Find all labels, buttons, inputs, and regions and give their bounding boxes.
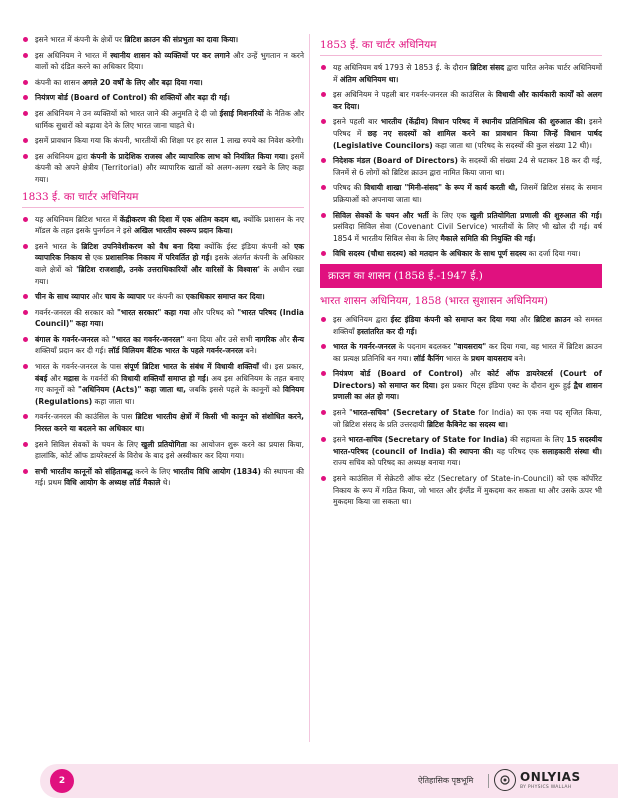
bullet-icon (321, 158, 326, 163)
bullet-text: और (276, 334, 293, 344)
bullet-text: स्थानीय शासन को व्यक्तियों पर कर लगाने (110, 50, 230, 60)
bullet-text: करने के लिए (132, 466, 173, 476)
bullet-text: विनियम (Regulations) (35, 385, 304, 406)
bullet-text: बने। (243, 346, 257, 356)
bullet-icon (321, 317, 326, 322)
bullet-text: पर कंपनी का (145, 292, 186, 302)
bullet-text: इस अधिनियम द्वारा (35, 151, 91, 161)
bullet-text: इसने " (333, 408, 353, 418)
bullet-item (22, 241, 304, 287)
bullet-text: प्रथम वायसराय (470, 353, 513, 363)
bullet-text: इसमें कंपनी को अपने क्षेत्रीय (Territorial) और व्यापारिक खातों को अलग-अलग रखने के लिए कहा गया। (35, 151, 304, 184)
bullet-text: का आयोजन शुरू करने का प्रयास किया, हालांकि, कोर्ट ऑफ डायरेक्टर्स के विरोध के बाद इसे अस्वीकार कर दिया गया। (35, 439, 304, 461)
bullet-item (22, 34, 304, 46)
bullet-text: द्वारा पारित अनेक चार्टर अधिनियमों में (333, 63, 603, 84)
bullet-item (22, 77, 304, 89)
bullet-icon (321, 213, 326, 218)
bullet-item (320, 116, 602, 151)
bullet-text: के लिए एक (428, 210, 471, 220)
bullet-item (22, 291, 304, 303)
bullet-icon (23, 37, 28, 42)
bullet-text: भारत-सचिव (Secretary of State for India) (348, 435, 508, 445)
bullet-text: के गवर्नरों की (79, 373, 122, 383)
bullet-text: के पदनाम बदलकर (395, 342, 454, 352)
bullet-item (320, 341, 602, 364)
bullet-text: सैन्य (292, 334, 304, 344)
footer-divider (488, 774, 489, 788)
bullet-text: भारतीय (केंद्रीय) विधान परिषद में स्थानीय प्रतिनिधित्व की शुरुआत की। (380, 117, 586, 127)
bullet-text: इसने भारत में कंपनी के क्षेत्रों पर (35, 35, 125, 44)
bullet-item (22, 334, 304, 357)
bullet-text: "वायसराय" (453, 342, 487, 352)
bullet-text: शक्तियाँ प्रदान कर दी गई। (35, 346, 109, 356)
bullet-icon (321, 251, 326, 256)
bullet-text: विधायी शक्तियाँ समाप्त हो गई। (121, 373, 209, 383)
bullet-text: ब्रिटिश क्राउन (533, 314, 571, 324)
bullet-text: और (47, 373, 64, 383)
bullet-icon (23, 111, 28, 116)
bullet-text: और (89, 292, 105, 302)
charter-1833-list (22, 214, 304, 489)
bullet-text: क्योंकि ईस्ट इंडिया कंपनी को (200, 241, 295, 251)
bullet-text: बंगाल के गवर्नर-जनरल (35, 334, 99, 344)
bullet-icon (23, 80, 28, 85)
bullet-text: ईसाई मिशनरियों (219, 108, 264, 118)
bullet-icon (321, 437, 326, 442)
bullet-text: इसने काउंसिल में सेक्रेटरी ऑफ स्टेट (Secretary of State-in-Council) को एक कॉर्पोरेट निकाय के रूप में गठित किया, जो भारत और इंग्लैंड में मुकदमा कर सकता था और उसके ऊपर भी मुकदमा किया जा सकता था। (333, 474, 602, 507)
bullet-icon (23, 442, 28, 447)
bullet-text: इसने भारत के (35, 241, 82, 251)
bullet-text: 15 सदस्यीय भारत-परिषद (council of India) की स्थापना की। (333, 435, 602, 456)
bullet-text: सलाहकारी संस्था थी। (542, 446, 602, 456)
bullet-text: "भारत परिषद (India Council)" कहा गया। (35, 307, 304, 329)
bullet-text: भारत के गवर्नर-जनरल के पास (35, 362, 125, 372)
bullet-text: अखिल भारतीय स्वरूप प्रदान किया। (134, 226, 233, 236)
bullet-text: और (462, 369, 488, 379)
bullet-text: विधायी और कार्यकारी कार्यों को अलग कर दिया। (333, 90, 602, 111)
bullet-text: 'ब्रिटिश राजशाही, उनके उत्तराधिकारियों और वारिसों के विश्वास' (76, 264, 260, 274)
bullet-item (320, 155, 602, 178)
footer-section-title: ऐतिहासिक पृष्ठभूमि (418, 776, 474, 785)
bullet-text: विधि आयोग के अध्यक्ष लॉर्ड मैकाले (64, 478, 161, 488)
bullet-text: अब इस अधिनियम के तहत बनाए गए कानूनों को (35, 373, 304, 395)
heading-govt-of-india-act-1858: भारत शासन अधिनियम, 1858 (भारत सुशासन अधिनियम) (320, 294, 548, 307)
bullet-text: कंपनी का शासन (35, 77, 83, 87)
bullet-icon (321, 185, 326, 190)
bullet-item (320, 62, 602, 85)
bullet-text: इस प्रकार पिट्स इंडिया एक्ट के दौरान शुरू हुई (437, 380, 574, 390)
bullet-text: कर दिया गया, वह भारत में ब्रिटिश क्राउन का प्रत्यक्ष प्रतिनिधि बन गया। (333, 342, 603, 363)
bullet-item (22, 214, 304, 237)
logo-emblem-icon (494, 769, 516, 791)
act-1858-list (320, 314, 602, 508)
bullet-text: बने। (512, 353, 526, 363)
charter-1853-list (320, 62, 602, 260)
bullet-text: लॉर्ड विलियम बैंटिक भारत के पहले गवर्नर-जनरल (108, 346, 244, 356)
bullet-text: विधि सदस्य (चौथा सदस्य) को मतदान के अधिकार के साथ पूर्ण सदस्य (333, 249, 527, 259)
bullet-text: राज्य सचिव को परिषद का अध्यक्ष बनाया गया। (333, 458, 461, 468)
bullet-icon (321, 92, 326, 97)
bullet-icon (321, 371, 326, 376)
left-column (22, 34, 304, 493)
bullet-text: हस्तांतरित कर दी गई। (357, 326, 418, 336)
bullet-text: मैकाले समिति की नियुक्ति की गई। (440, 233, 536, 243)
bullet-icon (321, 65, 326, 70)
bullet-text: की स्थापना की गई। प्रथम (35, 466, 304, 488)
bullet-text: यह परिषद एक (493, 446, 543, 456)
bullet-text: और उन्हें भुगतान न करने वालों को दंडित करने का अधिकार दिया। (35, 50, 304, 72)
bullet-text: ब्रिटिश भारतीय क्षेत्रों में किसी भी कानून को संशोधित करने, निरस्त करने या बदलने का अधिकार था। (35, 412, 304, 434)
bullet-text: इस अधिनियम ने उन व्यक्तियों को भारत जाने की अनुमति दे दी जो (35, 108, 220, 118)
bullet-text: और (516, 314, 534, 324)
bullet-text: इस अधिनियम द्वारा (333, 314, 391, 324)
bullet-text: अगले 20 वर्षों के लिए और बढ़ा दिया गया। (82, 77, 203, 87)
bullet-text: को (98, 334, 112, 344)
bullet-text: कंपनी के प्रादेशिक राजस्व और व्यापारिक लाभ को नियंत्रित किया गया। (90, 151, 288, 161)
bullet-text: थे। (160, 478, 171, 488)
bullet-text: भारत-सचिव (352, 408, 387, 418)
logo-text: ONLYIAS (520, 770, 581, 784)
bullet-item (320, 210, 602, 245)
bullet-text: भारत के (443, 353, 471, 363)
bullet-icon (23, 414, 28, 419)
bullet-text: खुली प्रतियोगिता प्रणाली की शुरुआत की गई। (470, 210, 603, 220)
bullet-icon (321, 344, 326, 349)
bullet-item (22, 135, 304, 147)
bullet-icon (23, 310, 28, 315)
bullet-icon (23, 294, 28, 299)
bullet-text: इसने परिषद में (333, 117, 602, 138)
bullet-item (320, 434, 602, 469)
bullet-item (22, 466, 304, 489)
onlyias-logo (494, 769, 604, 793)
bullet-text: परिषद की (333, 183, 365, 193)
bullet-text: (Secretary of State (392, 408, 476, 418)
bullet-item (22, 108, 304, 131)
bullet-text: इसने (333, 435, 349, 445)
bullet-text: इसने सिविल सेवकों के चयन के लिए (35, 439, 142, 449)
bullet-text: जबकि इससे पहले के कानूनों को (185, 385, 283, 395)
heading-1833-charter: 1833 ई. का चार्टर अधिनियम (22, 190, 304, 208)
bullet-text: बंबई (35, 373, 48, 383)
bullet-text: की सहायता के लिए (507, 435, 567, 445)
bullet-text: सिविल सेवकों के चयन और भर्ती (333, 210, 429, 220)
bullet-text: भारत के गवर्नर-जनरल (333, 342, 396, 352)
bullet-text: छह नए सदस्यों को शामिल करने का प्रावधान किया जिन्हें विधान पार्षद (Legislative Councilors) (333, 128, 602, 150)
bullet-text: for India) का एक नया पद सृजित किया, जो ब्रिटिश संसद के प्रति उत्तरदायी (333, 408, 602, 429)
bullet-text: के नैतिक और धार्मिक सुधारों को बढ़ावा देने के लिए भारत जाना चाहते थे। (35, 108, 305, 130)
bullet-text: एक (90, 253, 106, 263)
bullet-text: नियंत्रण बोर्ड (Board of Control) (333, 369, 463, 379)
bullet-text: संपूर्ण ब्रिटिश भारत के संबंध में विधायी शक्तियाँ (124, 362, 259, 372)
bullet-icon (321, 476, 326, 481)
bullet-text: खुली प्रतियोगिता (141, 439, 187, 449)
bullet-text: के अधीन रखा गया। (35, 264, 304, 286)
bullet-item (22, 50, 304, 73)
bullet-icon (23, 95, 28, 100)
bullet-text: मद्रास (63, 373, 80, 383)
bullet-text: "भारत सरकार" कहा गया (116, 307, 190, 317)
bullet-item (22, 151, 304, 186)
bullet-text: गवर्नर-जनरल की काउंसिल के पास (35, 412, 136, 422)
bullet-text: कोर्ट ऑफ डायरेक्टर्स (Court of Directors) को समाप्त कर दिया। (333, 369, 602, 390)
bullet-item (22, 411, 304, 434)
bullet-item (22, 307, 304, 330)
bullet-icon (23, 217, 28, 222)
bullet-icon (23, 154, 28, 159)
bullet-item (320, 248, 602, 260)
bullet-text: एकाधिकार समाप्त कर दिया। (185, 292, 265, 302)
logo-subtext: BY PHYSICS WALLAH (520, 785, 572, 790)
bullet-icon (23, 469, 28, 474)
heading-crown-rule: क्राउन का शासन (1858 ई.-1947 ई.) (320, 264, 602, 288)
bullet-icon (23, 244, 28, 249)
bullet-text: द्वैध शासन प्रणाली का अंत हो गया। (333, 380, 602, 402)
bullet-text: चीन के साथ व्यापार (35, 292, 90, 302)
bullet-text: थी। इस प्रकार, (258, 362, 304, 372)
bullet-text: क्योंकि प्रशासन के नए मॉडल के तहत इसके पुनर्गठन ने इसे (35, 214, 304, 236)
bullet-text: इस अधिनियम ने पहली बार गवर्नर-जनरल की काउंसिल के (333, 90, 496, 100)
bullet-text: इसमें प्रावधान किया गया कि कंपनी, भारतीयों की शिक्षा पर हर साल 1 लाख रुपये का निवेश करेगी। (35, 136, 304, 146)
bullet-item (320, 473, 602, 508)
bullet-text: इसके अंतर्गत कंपनी के अधिकार वाले क्षेत्रों को (35, 253, 304, 274)
bullet-text: भारतीय विधि आयोग (1834) (172, 466, 261, 476)
bullet-text: कहा जाता था (परिषद के सदस्यों की कुल संख्या 12 थी)। (432, 140, 592, 150)
intro-list (22, 34, 304, 186)
bullet-item (320, 182, 602, 205)
page-footer (0, 764, 618, 800)
bullet-icon (321, 410, 326, 415)
bullet-text: अंतिम अधिनियम था। (339, 74, 399, 84)
bullet-text: नागरिक (255, 334, 277, 344)
bullet-item (22, 361, 304, 407)
bullet-text: "भारत का गवर्नर-जनरल" (111, 334, 185, 344)
bullet-text: " (386, 408, 393, 418)
bullet-icon (23, 53, 28, 58)
bullet-item (320, 314, 602, 337)
bullet-icon (321, 119, 326, 124)
bullet-text: यह अधिनियम ब्रिटिश भारत में (35, 214, 120, 224)
bullet-icon (23, 337, 28, 342)
bullet-text: प्रशासनिक निकाय में परिवर्तित हो गई। (105, 253, 213, 263)
bullet-text: यह अधिनियम वर्ष 1793 से 1853 ई. के दौरान (333, 63, 471, 72)
bullet-icon (23, 364, 28, 369)
bullet-icon (23, 138, 28, 143)
bullet-item (320, 89, 602, 112)
bullet-item (320, 368, 602, 403)
bullet-text: ईस्ट इंडिया कंपनी को समाप्त कर दिया गया (390, 314, 517, 324)
bullet-text: ब्रिटिश क्राउन की संप्रभुता का दावा किया। (124, 35, 239, 44)
bullet-text: "अधिनियम (Acts)" कहा जाता था, (77, 385, 186, 395)
bullet-text: और परिषद को (189, 307, 238, 317)
bullet-text: बना दिया और उसे सभी (184, 334, 256, 344)
bullet-text: केंद्रीकरण की दिशा में एक अंतिम कदम था, (119, 214, 241, 224)
bullet-text: इसने पहली बार (333, 117, 381, 127)
right-column (320, 38, 602, 512)
heading-1853-charter: 1853 ई. का चार्टर अधिनियम (320, 38, 602, 56)
bullet-text: ब्रिटिश संसद (470, 63, 505, 72)
bullet-text: के सदस्यों की संख्या 24 से घटाकर 18 कर दी गई, जिनमें से 6 लोगों को ब्रिटिश क्राउन द्वारा नामित किया जाना था। (333, 156, 603, 177)
page-number: 2 (50, 769, 74, 793)
bullet-text: कहा जाता था। (92, 396, 135, 406)
bullet-item (320, 407, 602, 430)
bullet-text: विधायी शाखा "मिनी-संसद" के रूप में कार्य करती थी, (364, 183, 518, 193)
bullet-text: ब्रिटिश उपनिवेशीकरण को वैध बना दिया (81, 241, 201, 251)
bullet-text: चाय के व्यापार (104, 292, 146, 302)
bullet-item (22, 439, 304, 462)
bullet-item (22, 92, 304, 104)
bullet-text: नियंत्रण बोर्ड (Board of Control) की शक्तियों और बढ़ा दी गई। (35, 93, 230, 103)
bullet-text: एक व्यापारिक निकाय से (35, 241, 304, 263)
bullet-text: ब्रिटिश कैबिनेट का सदस्य था। (426, 419, 508, 429)
bullet-text: को समस्त शक्तियाँ (333, 314, 603, 336)
bullet-text: प्रसंविदा सिविल सेवा (Covenant Civil Service) भारतीयों के लिए भी खोल दी गई। वर्ष 1854 में भारतीय सिविल सेवा के लिए (333, 222, 602, 243)
bullet-text: लॉर्ड कैनिंग (413, 353, 444, 363)
bullet-text: निदेशक मंडल (Board of Directors) (333, 156, 458, 166)
bullet-text: सभी भारतीय कानूनों को संहिताबद्ध (35, 466, 133, 476)
bullet-text: का दर्जा दिया गया। (526, 249, 581, 259)
bullet-text: गवर्नर-जनरल की सरकार को (35, 307, 117, 317)
column-divider (309, 34, 310, 742)
bullet-text: जिसमें ब्रिटिश संसद के समान प्रक्रियाओं को अपनाया जाता था। (333, 183, 602, 204)
bullet-text: इस अधिनियम ने भारत में (35, 50, 111, 60)
